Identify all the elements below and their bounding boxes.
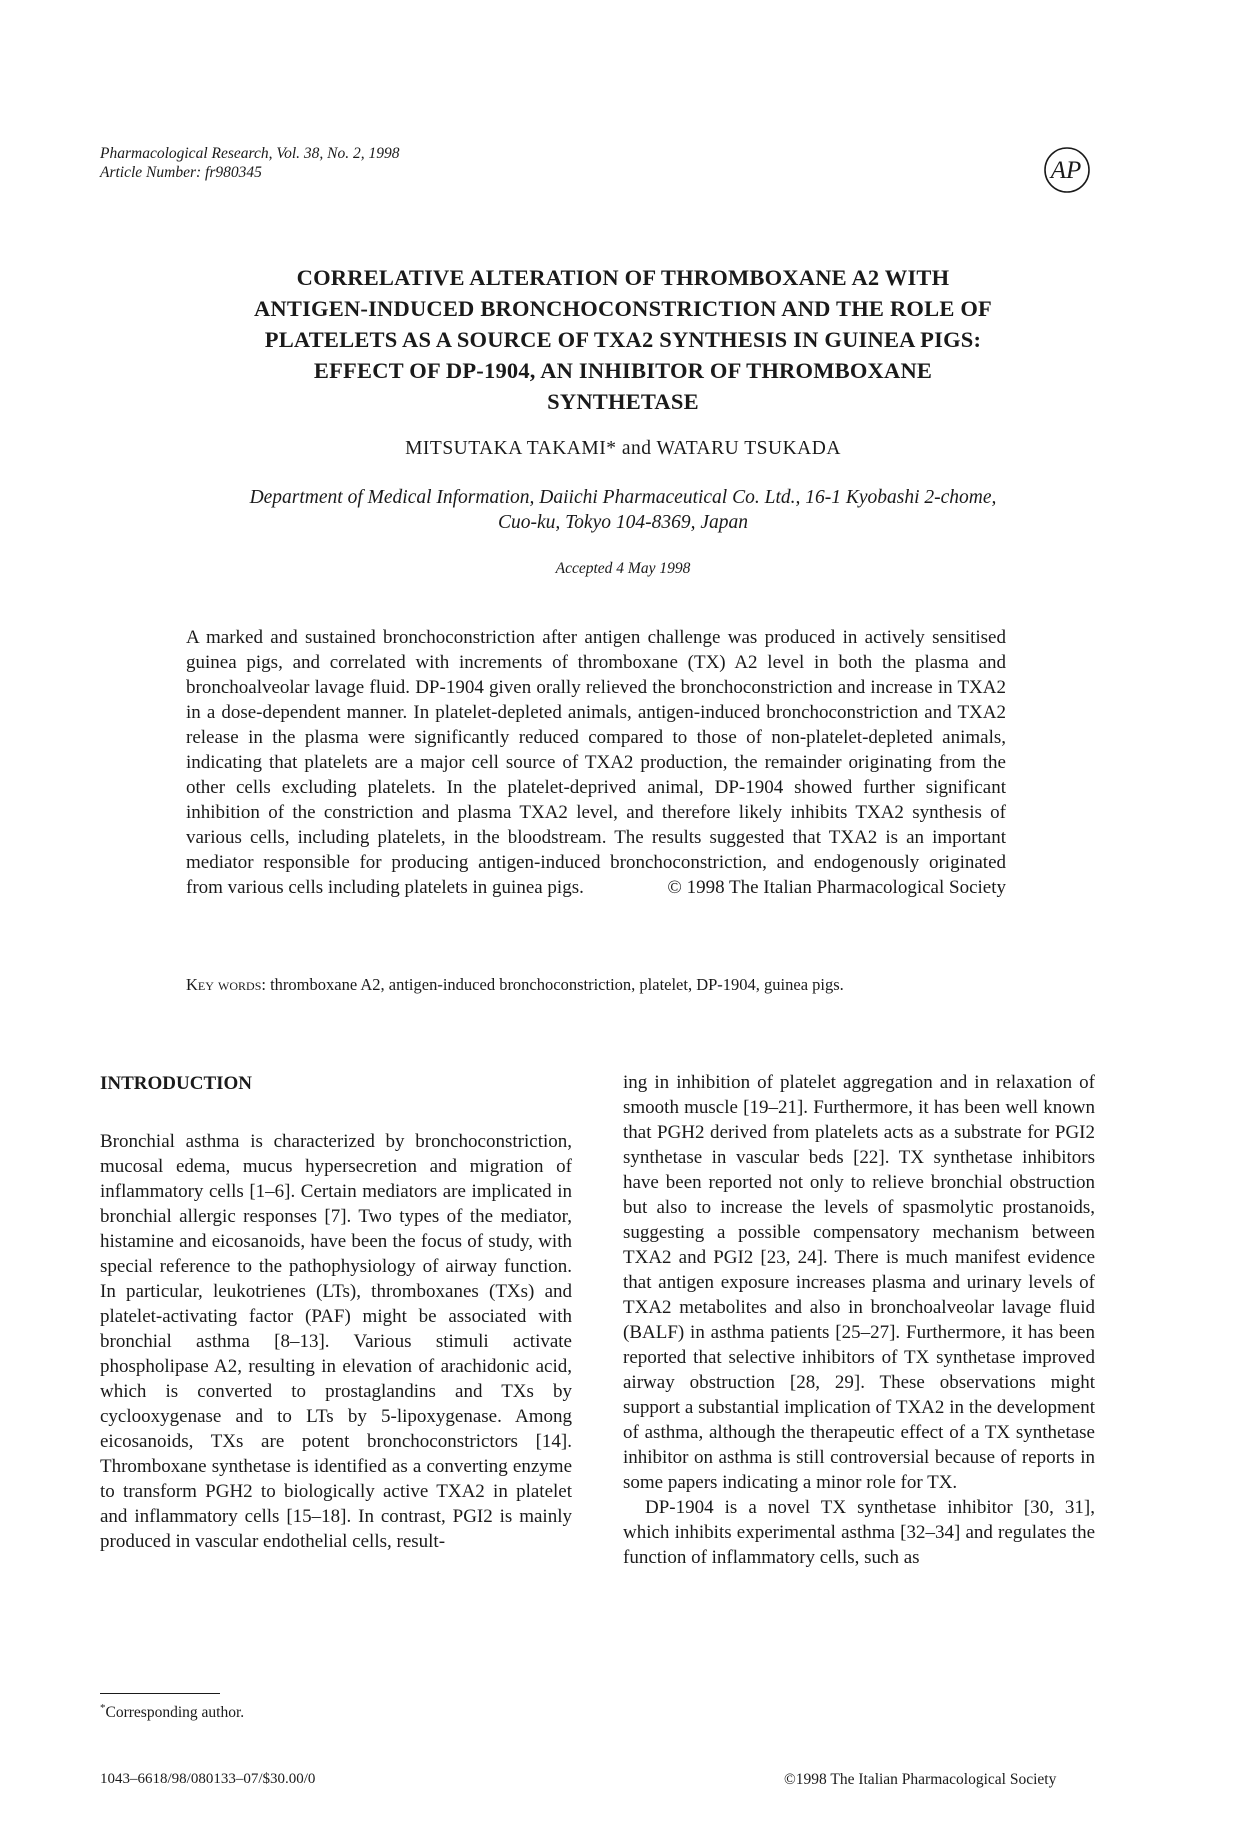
abstract-text: A marked and sustained bronchoconstriction after antigen challenge was produced in actively sensitised guinea pigs, and correlated with increments of thromboxane (TX) A2 level in both the plasma and bronchoalveolar lavage fluid. DP-1904 given orally relieved the bronchoconstriction and increase in TXA2 in a dose-dependent manner. In platelet-depleted animals, antigen-induced bronchoconstriction and TXA2 release in the plasma were significantly reduced compared to those of non-platelet-depleted animals, indicating that platelets are a major cell source of TXA2 production, the remainder originating from the other cells excluding platelets. In the platelet-deprived animal, DP-1904 showed further significant inhibition of the constriction and plasma TXA2 level, and therefore likely inhibits TXA2 synthesis of various cells, including platelets, in the bloodstream. The results suggested that TXA2 is an important mediator responsible for producing antigen-induced bronchoconstriction, and endogenously originated from various cells including platelets in guinea pigs.	[186, 627, 1006, 898]
keywords-list: : thromboxane A2, antigen-induced bronchoconstriction, platelet, DP-1904, guinea pigs.	[261, 975, 844, 994]
footnote-divider	[100, 1693, 220, 1694]
journal-volume-line: Pharmacological Research, Vol. 38, No. 2, 1998	[100, 145, 400, 162]
title-line: SYNTHETASE	[547, 389, 699, 414]
footnote	[100, 1702, 244, 1722]
footer-copyright: ©1998 The Italian Pharmacological Society	[784, 1771, 1057, 1788]
publisher-logo-text: AP	[1050, 157, 1082, 184]
footnote-marker: *	[100, 1702, 106, 1714]
article-title	[140, 262, 1106, 417]
keywords-label: Key words	[186, 975, 262, 994]
title-line: PLATELETS AS A SOURCE OF TXA2 SYNTHESIS IN GUINEA PIGS:	[264, 327, 982, 352]
article-number-line: Article Number: fr980345	[100, 164, 262, 181]
title-line: EFFECT OF DP-1904, AN INHIBITOR OF THROMBOXANE	[313, 358, 933, 383]
title-line: CORRELATIVE ALTERATION OF THROMBOXANE A2 WITH	[296, 265, 950, 290]
abstract	[186, 625, 1006, 900]
intro-paragraph-continued: ing in inhibition of platelet aggregation and in relaxation of smooth muscle [19–21]. Furthermore, it has been well known that PGH2 derived from platelets acts as a substrate for PGI2 synthetase in vascular beds [22]. TX synthetase inhibitors have been reported not only to relieve bronchial obstruction but also to increase the levels of spasmolytic prostanoids, suggesting a possible compensatory mechanism between TXA2 and PGI2 [23, 24]. There is much manifest evidence that antigen exposure increases plasma and urinary levels of TXA2 metabolites and also in bronchoalveolar lavage fluid (BALF) in asthma patients [25–27]. Furthermore, it has been reported that selective inhibitors of TX synthetase improved airway obstruction [28, 29]. These observations might support a substantial implication of TXA2 in the development of asthma, although the therapeutic effect of a TX synthetase inhibitor on asthma is still controversial because of reports in some papers indicating a minor role for TX.	[623, 1072, 1095, 1493]
right-column	[623, 1070, 1095, 1570]
affiliation-line: Cuo-ku, Tokyo 104-8369, Japan	[497, 512, 749, 533]
left-column	[100, 1073, 572, 1554]
journal-citation	[100, 144, 400, 182]
intro-paragraph-2: DP-1904 is a novel TX synthetase inhibitor [30, 31], which inhibits experimental asthma [32–34] and regulates the function of inflammatory cells, such as	[623, 1497, 1095, 1568]
title-line: ANTIGEN-INDUCED BRONCHOCONSTRICTION AND THE ROLE OF	[253, 296, 992, 321]
affiliation	[120, 485, 1126, 535]
affiliation-line: Department of Medical Information, Daiichi Pharmaceutical Co. Ltd., 16-1 Kyobashi 2-chome,	[249, 487, 997, 508]
publisher-logo-icon	[1042, 145, 1092, 195]
issn-code: 1043–6618/98/080133–07/$30.00/0	[100, 1771, 316, 1787]
intro-paragraph-1: Bronchial asthma is characterized by bronchoconstriction, mucosal edema, mucus hypersecretion and migration of inflammatory cells [1–6]. Certain mediators are implicated in bronchial allergic responses [7]. Two types of the mediator, histamine and eicosanoids, have been the focus of study, with special reference to the pathophysiology of airway function. In particular, leukotrienes (LTs), thromboxanes (TXs) and platelet-activating factor (PAF) might be associated with bronchial asthma [8–13]. Various stimuli activate phospholipase A2, resulting in elevation of arachidonic acid, which is converted to prostaglandins and TXs by cyclooxygenase and to LTs by 5-lipoxygenase. Among eicosanoids, TXs are potent bronchoconstrictors [14]. Thromboxane synthetase is identified as a converting enzyme to transform PGH2 to biologically active TXA2 in platelet and inflammatory cells [15–18]. In contrast, PGI2 is mainly produced in vascular endothelial cells, result-	[100, 1131, 572, 1552]
footnote-text: Corresponding author.	[105, 1704, 245, 1722]
abstract-copyright: © 1998 The Italian Pharmacological Society	[667, 877, 1006, 898]
section-heading-introduction: INTRODUCTION	[100, 1073, 253, 1094]
accepted-date: Accepted 4 May 1998	[555, 560, 691, 577]
authors: MITSUTAKA TAKAMI* and WATARU TSUKADA	[405, 438, 841, 459]
keywords	[186, 975, 844, 995]
